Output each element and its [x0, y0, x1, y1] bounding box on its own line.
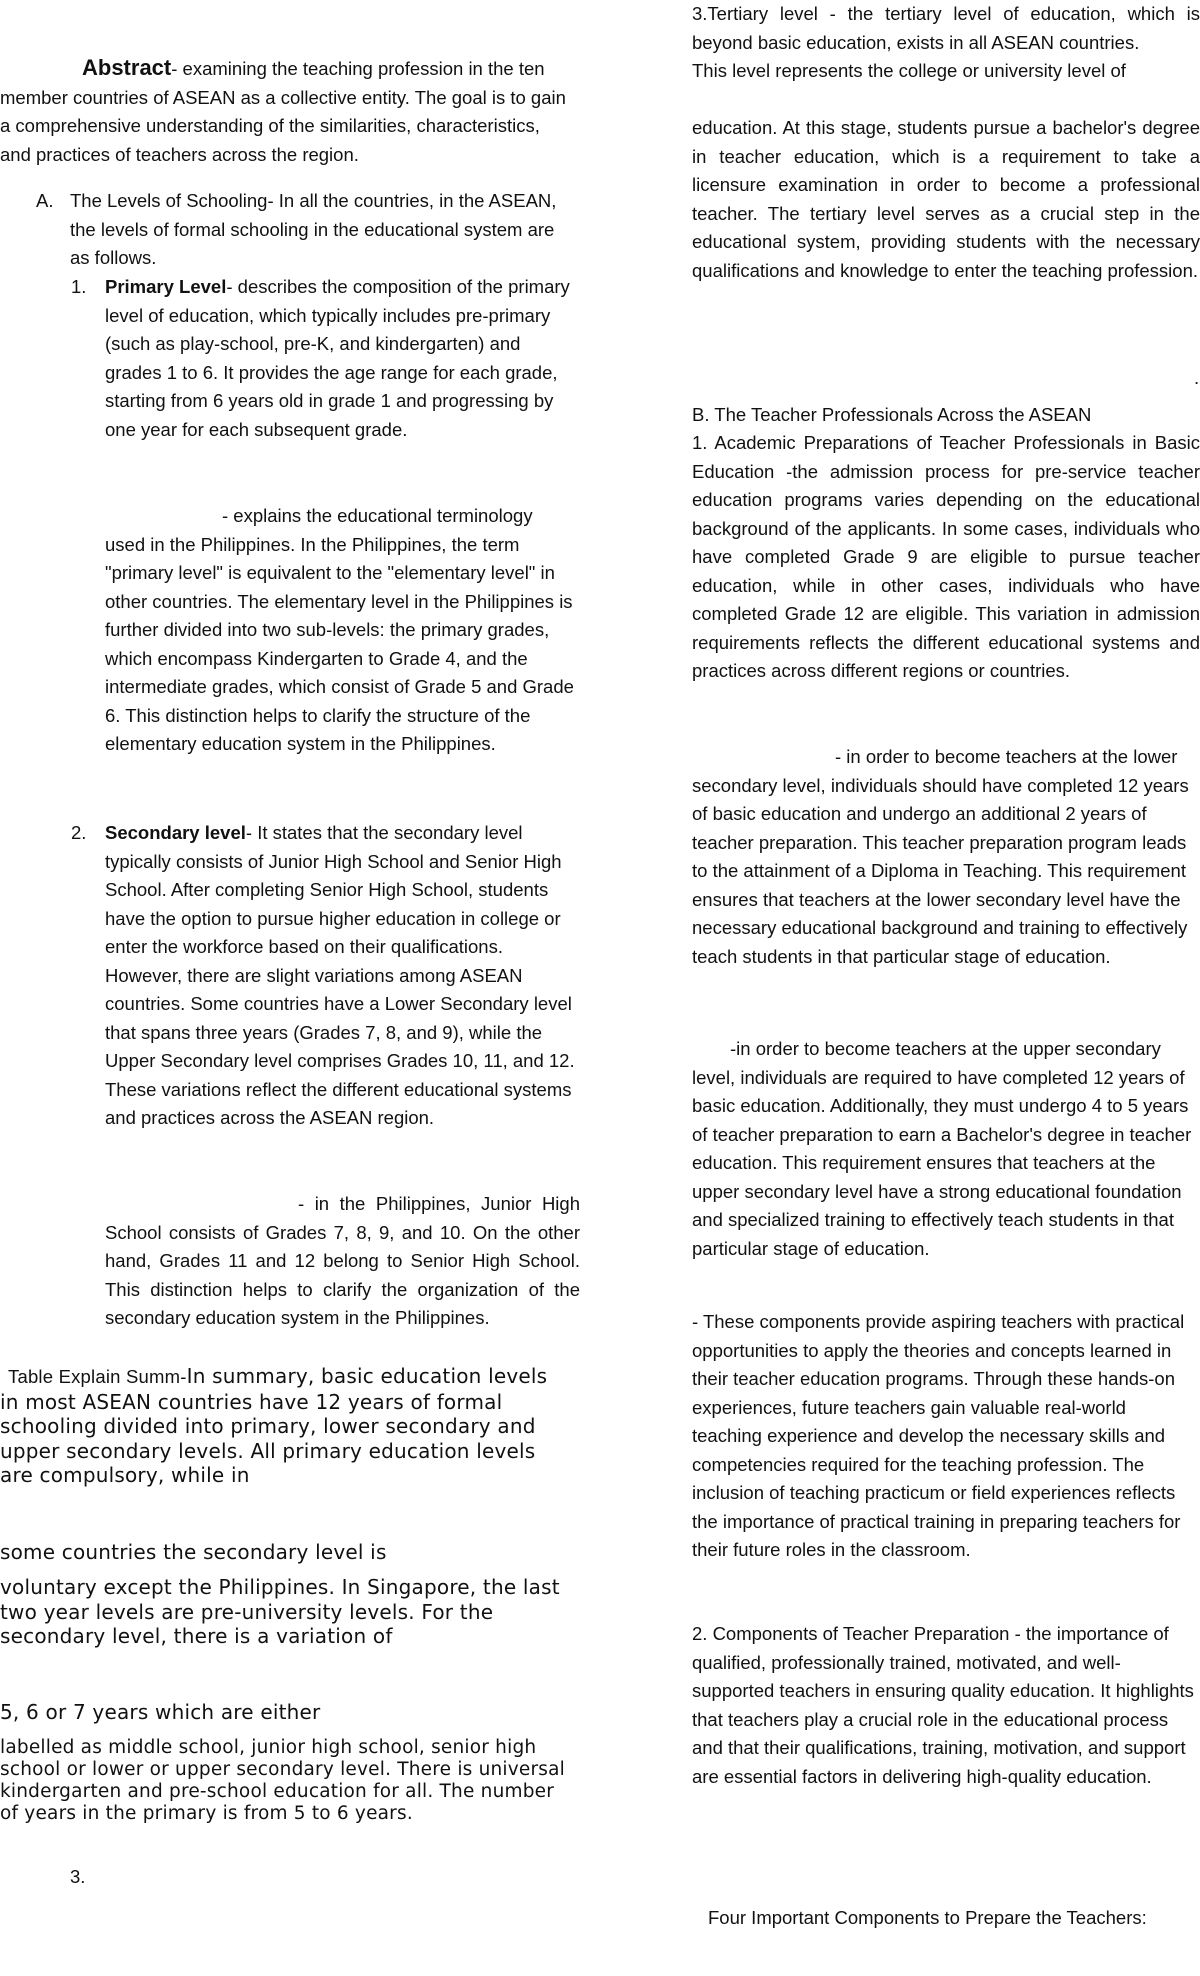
philippines-secondary-first-line: - in the Philippines, Junior High: [298, 1193, 580, 1214]
summary-block-1: [0, 1364, 560, 1488]
abstract-paragraph: [0, 54, 572, 169]
components-paragraph: 2. Components of Teacher Preparation - the importance of qualified, professionally trained, motivated, and well-supported teachers in ensuring quality education. It highlights that teachers play a crucial role in the educational process and that their qualifications, training, motivation, and support are essential factors in delivering high-quality education.: [692, 1623, 1194, 1787]
summary-label: Table Explain Summ-: [8, 1366, 187, 1387]
abstract-heading: Abstract: [82, 55, 172, 80]
practicum-paragraph: - These components provide aspiring teachers with practical opportunities to apply the theories and concepts learned in their teacher education programs. Through these hands-on experiences, future teachers gain valuable real-world teaching experience and develop the necessary skills and competencies required for the teaching profession. The inclusion of teaching practicum or field experiences reflects the importance of practical training in preparing teachers for their future roles in the classroom.: [692, 1311, 1185, 1560]
primary-level-text: - describes the composition of the primary level of education, which typically includes pre-primary (such as play-school, pre-K, and kindergarten) and grades 1 to 6. It provides the age range for each grade, starting from 6 years old in grade 1 and progressing by one year for each subsequent grade.: [105, 276, 570, 440]
upper-secondary-paragraph: [692, 1035, 1200, 1263]
primary-level-paragraph: [105, 273, 580, 444]
summary-block-1-text: In summary, basic education levels in most ASEAN countries have 12 years of formal schooling divided into primary, lower secondary and upper secondary levels. All primary education levels are compulsory, while in: [0, 1364, 548, 1487]
section-a-marker: A.: [36, 190, 54, 211]
abstract-line1: - examining the teaching profession in the: [171, 58, 514, 79]
secondary-level-marker: 2.: [71, 822, 87, 843]
lower-secondary-paragraph: [692, 743, 1200, 971]
philippines-secondary-paragraph: [105, 1190, 580, 1333]
primary-level-title: Primary Level: [105, 276, 227, 297]
summary-block-4: 5, 6 or 7 years which are either: [0, 1700, 321, 1724]
summary-block-5: labelled as middle school, junior high school, senior high school or lower or upper secondary level. There is universal kindergarten and pre-school education for all. The number of years in the primary is from 5 to 6 years.: [0, 1737, 566, 1824]
lower-secondary-text: lower secondary level, individuals should have completed 12 years of basic education and undergo an additional 2 years of teacher preparation. This teacher preparation program leads to the attainment of a Diploma in Teaching. This requirement ensures that teachers at the lower secondary level have the necessary educational background and training to effectively teach students in that particular stage of education.: [692, 746, 1189, 967]
section-b-paragraph: 1. Academic Preparations of Teacher Professionals in Basic Education -the admission process for pre-service teacher education programs varies depending on the educational background of the applicants. In some cases, individuals who have completed Grade 9 are eligible to pursue teacher education, while in other cases, individuals who have completed Grade 12 are eligible. This variation in admission requirements reflects the different educational systems and practices across different regions or countries.: [692, 432, 1200, 681]
stray-mark: .: [1194, 367, 1200, 388]
tertiary-paragraph: education. At this stage, students pursue a bachelor's degree in teacher education, which is a requirement to take a licensure examination in order to become a professional teacher. The tertiary level serves as a crucial step in the educational system, providing students with the necessary qualifications and knowledge to enter the teaching profession.: [692, 117, 1200, 281]
philippines-secondary-text: School consists of Grades 7, 8, 9, and 10. On the other hand, Grades 11 and 12 belong to Senior High School. This distinction helps to clarify the organization of the secondary education system in the Philippines.: [105, 1221, 580, 1328]
secondary-level-title: Secondary level: [105, 822, 246, 843]
philippines-primary-text: used in the Philippines. In the Philippines, the term "primary level" is equivalent to the "elementary level" in other countries. The elementary level in the Philippines is further divided into two sub-levels: the primary grades, which encompass Kindergarten to Grade 4, and the intermediate grades, which consist of Grade 5 and Grade 6. This distinction helps to clarify the structure of the elementary education system in the Philippines.: [105, 533, 574, 754]
section-a-text: The Levels of Schooling- In all the countries, in the ASEAN, the levels of formal schooling in the educational system are as follows.: [70, 190, 557, 268]
summary-trailing-number: 3.: [70, 1866, 86, 1887]
secondary-level-paragraph: [105, 819, 580, 1133]
secondary-level-text: - It states that the secondary level typically consists of Junior High School and Senior High School. After completing Senior High School, students have the option to pursue higher education in college or enter the workforce based on their qualifications. However, there are slight variations among ASEAN countries. Some countries have a Lower Secondary level that spans three years (Grades 7, 8, and 9), while the Upper Secondary level comprises Grades 10, 11, and 12. These variations reflect the different educational systems and practices across the ASEAN region.: [105, 822, 575, 1128]
tertiary-intro: 3.Tertiary level - the tertiary level of education, which is beyond basic education, exists in all ASEAN countries.: [692, 3, 1200, 53]
abstract-text: ten member countries of ASEAN as a collective entity. The goal is to gain a comprehensive understanding of the similarities, characteristics, and practices of teachers across the region.: [0, 58, 566, 165]
upper-secondary-first-line: -in order to become teachers at the upper secondary: [730, 1038, 1161, 1059]
summary-block-2: some countries the secondary level is: [0, 1540, 387, 1564]
four-components-heading: Four Important Components to Prepare the Teachers:: [708, 1907, 1147, 1928]
section-b-heading: B. The Teacher Professionals Across the ASEAN: [692, 404, 1092, 425]
primary-level-marker: 1.: [71, 276, 87, 297]
lower-secondary-first-line: - in order to become teachers at the: [835, 746, 1129, 767]
philippines-primary-first-line: - explains the educational terminology: [222, 505, 533, 526]
summary-block-3: voluntary except the Philippines. In Singapore, the last two year levels are pre-university levels. For the secondary level, there is a variation of: [0, 1575, 560, 1648]
upper-secondary-text: level, individuals are required to have completed 12 years of basic education. Additionally, they must undergo 4 to 5 years of teacher preparation to earn a Bachelor's degree in teacher education. This requirement ensures that teachers at the upper secondary level have a strong educational foundation and specialized training to effectively teach students in that particular stage of education.: [692, 1066, 1192, 1259]
philippines-primary-paragraph: [105, 502, 575, 759]
tertiary-intro-last-line: This level represents the college or university level of: [692, 60, 1126, 81]
